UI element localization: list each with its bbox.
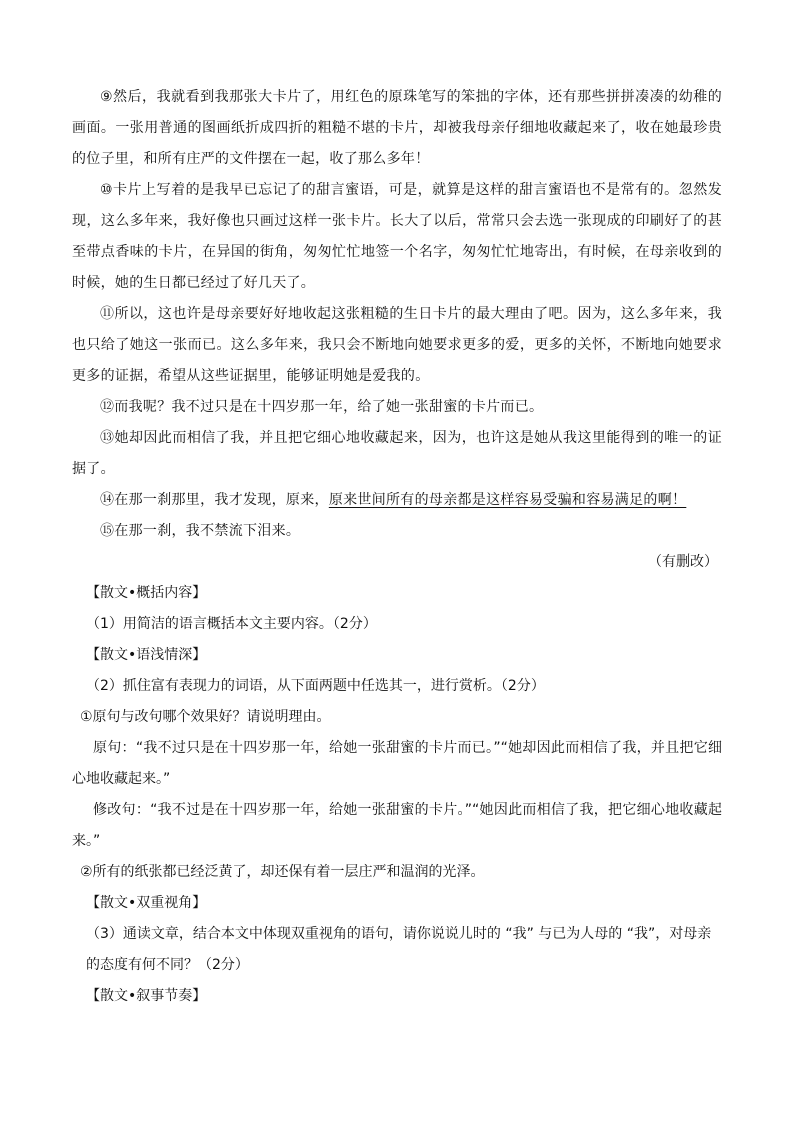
section-title-narrative-rhythm: 【散文•叙事节奏】	[86, 988, 207, 1004]
paragraph-10: ⑩卡片上写着的是我早已忘记了的甜言蜜语，可是，就算是这样的甜言蜜语也不是常有的。忽然发现，这么多年来，我好像也只画过这样一张卡片。长大了以后，常常只会去选一张现成的印刷好了的甚至带点香味的卡片，在异国的街角，匆匆忙忙地签一个名字，匆匆忙忙地寄出，有时候，在母亲收到的时候，她的生日都已经过了好几天了。	[72, 182, 722, 291]
question-2-option-2: ②所有的纸张都已经泛黄了，却还保有着一层庄严和温润的光泽。	[80, 864, 485, 880]
question-2-revised-sentence: 修改句：“我不过是在十四岁那一年，给她一张甜蜜的卡片。”“她因此而相信了我，把它细心地收藏起来。”	[72, 802, 722, 849]
paragraph-14-underlined-sentence: 原来世间所有的母亲都是这样容易受骗和容易满足的啊！	[328, 492, 687, 508]
paragraph-12: ⑫而我呢？我不过只是在十四岁那一年，给了她一张甜蜜的卡片而已。	[100, 399, 544, 415]
question-2-option-1: ①原句与改句哪个效果好？请说明理由。	[80, 709, 331, 725]
section-title-perspective: 【散文•双重视角】	[86, 895, 207, 911]
question-2: （2）抓住富有表现力的词语，从下面两题中任选其一，进行赏析。（2分）	[86, 678, 545, 694]
question-2-original-sentence: 原句：“我不过只是在十四岁那一年，给她一张甜蜜的卡片而已。”“她却因此而相信了我，并且把它细心地收藏起来。”	[72, 740, 722, 787]
paragraph-11: ⑪所以，这也许是母亲要好好地收起这张粗糙的生日卡片的最大理由了吧。因为，这么多年来，我也只给了她这一张而已。这么多年来，我只会不断地向她要求更多的爱，更多的关怀，不断地向她要求更多的证据，希望从这些证据里，能够证明她是爱我的。	[72, 306, 722, 384]
paragraph-13: ⑬她却因此而相信了我，并且把它细心地收藏起来，因为，也许这是她从我这里能得到的唯一的证据了。	[72, 430, 722, 477]
paragraph-14-lead: ⑭在那一刹那里，我才发现，原来，	[100, 492, 329, 508]
source-note: （有删改）	[648, 554, 718, 570]
section-title-summary: 【散文•概括内容】	[86, 585, 207, 601]
paragraph-9: ⑨然后，我就看到我那张大卡片了，用红色的原珠笔写的笨拙的字体，还有那些拼拼凑凑的幼稚的画面。一张用普通的图画纸折成四折的粗糙不堪的卡片，却被我母亲仔细地收藏起来了，收在她最珍贵的位子里，和所有庄严的文件摆在一起，收了那么多年！	[72, 89, 722, 167]
document-content	[72, 82, 722, 1012]
question-3: （3）通读文章，结合本文中体现双重视角的语句，请你说说儿时的 “我” 与已为人母的 “我”，对母亲的态度有何不同？（2分）	[86, 926, 712, 973]
paragraph-15: ⑮在那一刹，我不禁流下泪来。	[100, 523, 301, 539]
paragraph-14	[72, 485, 722, 516]
question-1: （1）用简洁的语言概括本文主要内容。（2分）	[86, 616, 377, 632]
section-title-language: 【散文•语浅情深】	[86, 647, 207, 663]
